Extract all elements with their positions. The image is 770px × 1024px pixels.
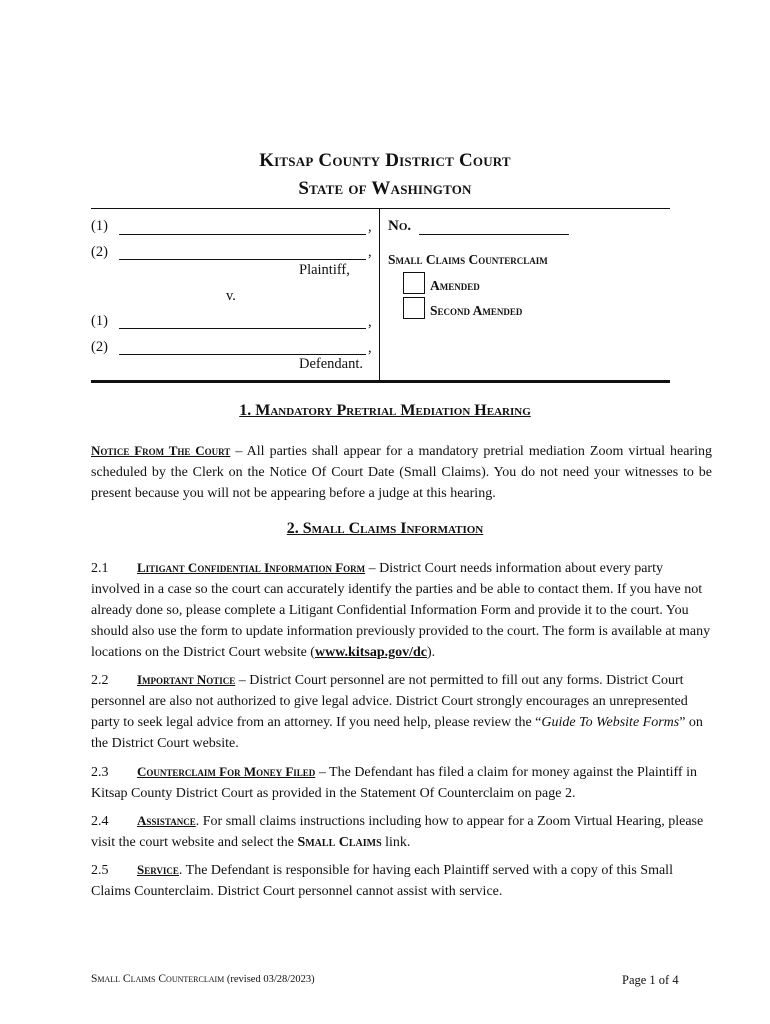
item-2-1: 2.1 Litigant Confidential Information Form – District Court needs information about every party involved in a case so the court can accurately identify the parties and be able to contact them. If you have not already done so, please complete a Litigant Confidential Information Form and provide it to the court. You should also use the form to update information previously provided to the court. The form is available at many locations on the District Court website (www.kitsap.gov/dc).: [91, 560, 711, 660]
state-title: State of Washington: [298, 178, 472, 199]
case-no-label: No.: [388, 218, 412, 234]
section-2-heading: 2. Small Claims Information: [286, 520, 484, 537]
plaintiff-2-number: (2): [91, 244, 108, 260]
item-2-1-title: Litigant Confidential Information Form: [137, 560, 366, 575]
defendant-1-number: (1): [91, 313, 108, 329]
defendant-2-number: (2): [91, 339, 108, 355]
caption-bottom-rule: [91, 380, 670, 383]
item-2-2-title: Important Notice: [137, 672, 236, 687]
second-amended-label: Second Amended: [430, 303, 523, 318]
item-2-3-title: Counterclaim For Money Filed: [137, 764, 316, 779]
plaintiff-label: Plaintiff,: [299, 262, 350, 278]
item-2-4: 2.4 Assistance. For small claims instructions including how to appear for a Zoom Virtual Hearing, please visit the court website and select the Small Claims link.: [91, 813, 704, 850]
defendant-1-field[interactable]: [119, 327, 366, 329]
plaintiff-1-comma: ,: [368, 219, 372, 235]
footer-page-number: Page 1 of 4: [622, 973, 679, 987]
section-1-heading: 1. Mandatory Pretrial Mediation Hearing: [239, 402, 531, 419]
defendant-2-comma: ,: [368, 340, 372, 356]
item-2-5-title: Service: [137, 862, 179, 877]
amended-label: Amended: [430, 278, 480, 293]
notice-title: Notice From The Court: [91, 443, 231, 458]
form-title: Small Claims Counterclaim: [388, 252, 548, 267]
defendant-1-comma: ,: [368, 314, 372, 330]
guide-title: Guide To Website Forms: [541, 715, 680, 730]
caption-divider: [379, 208, 380, 380]
defendant-2-field[interactable]: [119, 353, 366, 355]
caption-top-rule: [91, 208, 670, 209]
second-amended-checkbox[interactable]: [403, 297, 425, 319]
item-2-5: 2.5 Service. The Defendant is responsible for having each Plaintiff served with a copy of this Small Claims Counterclaim. District Court personnel cannot assist with service.: [91, 862, 673, 899]
case-no-field[interactable]: [419, 233, 569, 235]
item-2-2: 2.2 Important Notice – District Court personnel are not permitted to fill out any forms. District Court personnel are also not authorized to give legal advice. District Court strongly encourages an unrepresented party to seek legal advice from an attorney. If you need help, please review the “Guide To Website Forms” on the District Court website.: [91, 672, 703, 751]
website-link[interactable]: www.kitsap.gov/dc: [314, 645, 427, 660]
court-title: Kitsap County District Court: [259, 150, 511, 171]
footer-form-name: Small Claims Counterclaim (revised 03/28/2023): [91, 973, 315, 985]
plaintiff-2-field[interactable]: [119, 258, 366, 260]
section-1-notice: Notice From The Court – All parties shall appear for a mandatory pretrial mediation Zoom virtual hearing scheduled by the Clerk on the Notice Of Court Date (Small Claims). You do not need your witnesses to be present because you will not be appearing before a judge at this hearing.: [91, 443, 712, 501]
plaintiff-2-comma: ,: [368, 244, 372, 260]
item-2-4-title: Assistance: [137, 813, 196, 828]
plaintiff-1-number: (1): [91, 218, 108, 234]
item-2-3: 2.3 Counterclaim For Money Filed – The Defendant has filed a claim for money against the Plaintiff in Kitsap County District Court as provided in the Statement Of Counterclaim on page 2.: [91, 764, 697, 801]
small-claims-link-name: Small Claims: [297, 835, 382, 850]
amended-checkbox[interactable]: [403, 272, 425, 294]
defendant-label: Defendant.: [299, 356, 364, 372]
plaintiff-1-field[interactable]: [119, 233, 366, 235]
versus-label: v.: [226, 288, 236, 304]
